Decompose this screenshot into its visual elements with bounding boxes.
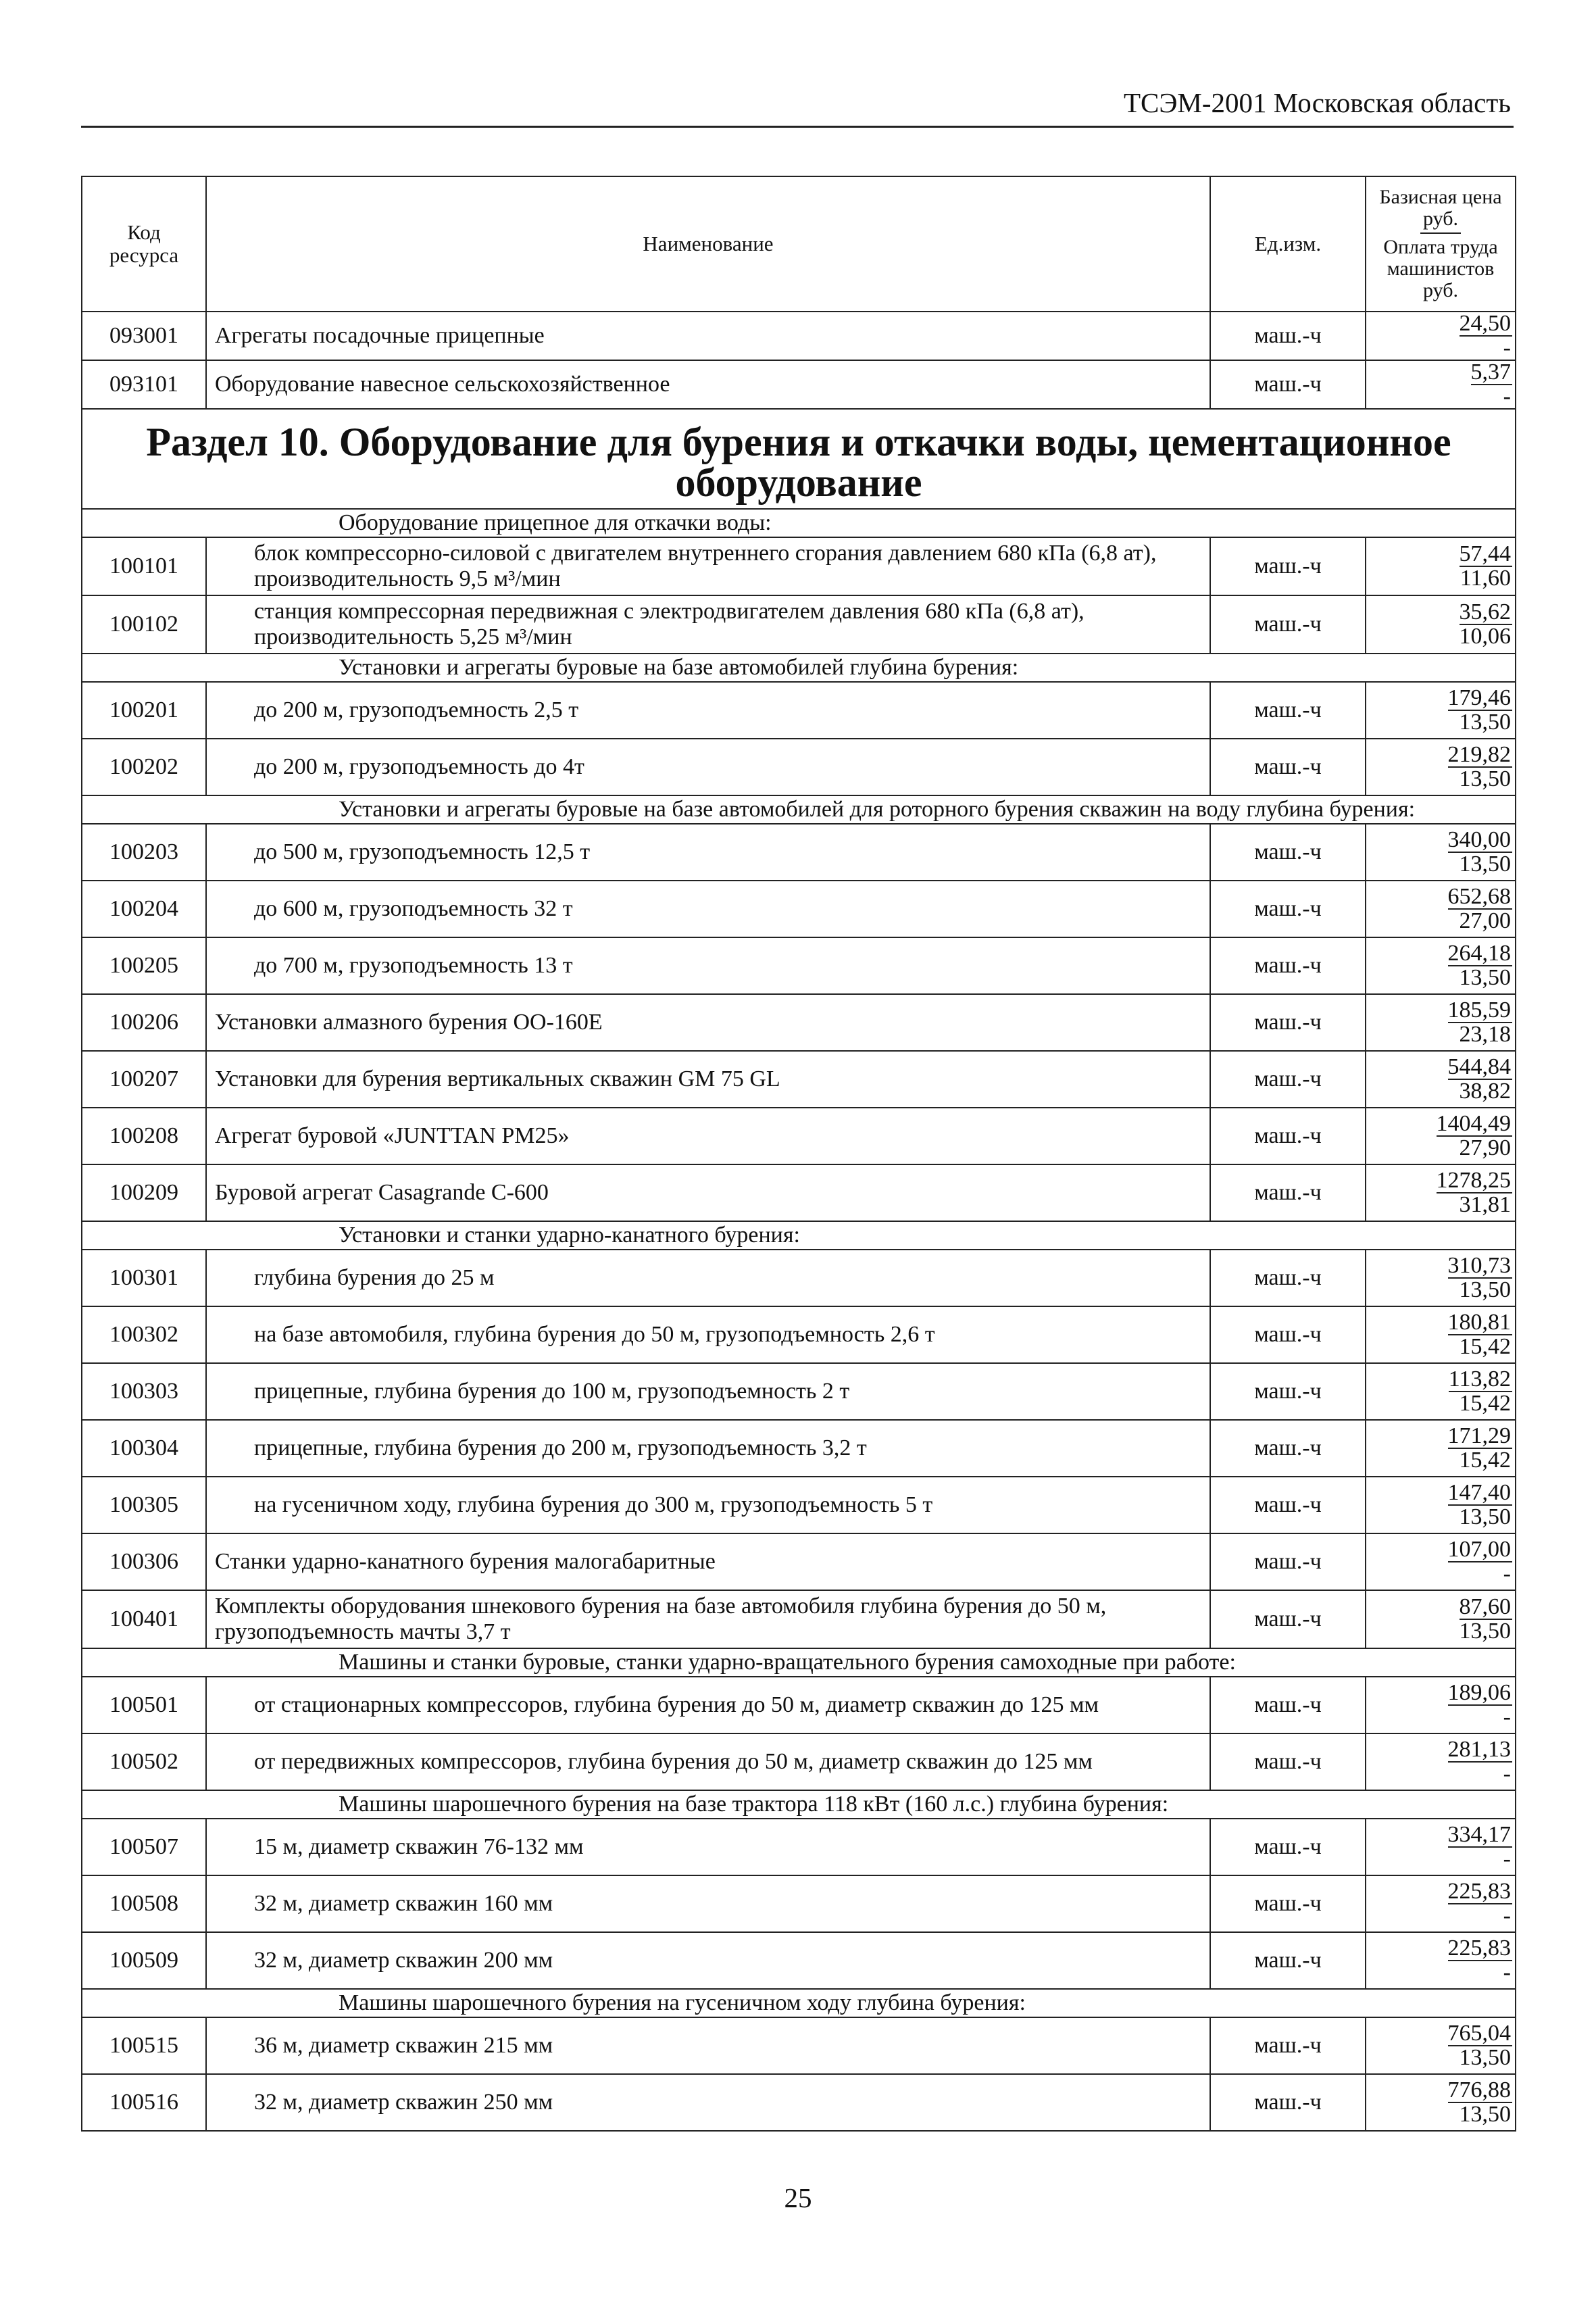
resource-name: глубина бурения до 25 м: [206, 1250, 1210, 1306]
resource-name: от стационарных компрессоров, глубина бурения до 50 м, диаметр скважин до 125 мм: [206, 1677, 1210, 1733]
base-price: 189,06: [1447, 1680, 1511, 1705]
unit-of-measure: маш.-ч: [1210, 1819, 1366, 1875]
price-cell: [1366, 1363, 1516, 1420]
table-row: [82, 1164, 1516, 1221]
unit-of-measure: маш.-ч: [1210, 2074, 1366, 2131]
table-row: [82, 1733, 1516, 1790]
base-price: 334,17: [1447, 1822, 1511, 1847]
operator-labor-cost: 13,50: [1459, 1619, 1511, 1644]
operator-labor-cost: 13,50: [1459, 766, 1511, 791]
operator-labor-cost: -: [1503, 1903, 1511, 1928]
table-row: [82, 2017, 1516, 2074]
price-cell: [1366, 1250, 1516, 1306]
table-row: [82, 2074, 1516, 2131]
unit-of-measure: маш.-ч: [1210, 1932, 1366, 1989]
unit-of-measure: маш.-ч: [1210, 1677, 1366, 1733]
unit-of-measure: маш.-ч: [1210, 1164, 1366, 1221]
resource-name: 32 м, диаметр скважин 250 мм: [206, 2074, 1210, 2131]
price-header-line4: руб.: [1423, 279, 1458, 301]
base-price: 57,44: [1459, 541, 1511, 566]
operator-labor-cost: -: [1503, 1704, 1511, 1729]
resource-name: до 200 м, грузоподъемность до 4т: [206, 739, 1210, 795]
unit-of-measure: маш.-ч: [1210, 937, 1366, 994]
unit-of-measure: маш.-ч: [1210, 1250, 1366, 1306]
base-price: 765,04: [1447, 2021, 1511, 2046]
resource-name: прицепные, глубина бурения до 200 м, грузоподъемность 3,2 т: [206, 1420, 1210, 1477]
table-row: [82, 537, 1516, 595]
price-cell: [1366, 1590, 1516, 1648]
group-label: Установки и станки ударно-канатного бурения:: [206, 1221, 1516, 1250]
resource-code: 093001: [82, 312, 206, 360]
price-cell: [1366, 682, 1516, 739]
unit-of-measure: маш.-ч: [1210, 739, 1366, 795]
unit-of-measure: маш.-ч: [1210, 1363, 1366, 1420]
unit-of-measure: маш.-ч: [1210, 595, 1366, 654]
price-header-line3: Оплата труда машинистов: [1383, 236, 1498, 280]
unit-of-measure: маш.-ч: [1210, 1051, 1366, 1108]
price-header-line1: Базисная цена: [1379, 186, 1502, 208]
resource-code: 100206: [82, 994, 206, 1051]
group-header-row: [82, 1989, 1516, 2017]
resource-name: станция компрессорная передвижная с электродвигателем давления 680 кПа (6,8 ат), производительность 5,25 м³/мин: [206, 595, 1210, 654]
group-header-row: [82, 509, 1516, 537]
price-cell: [1366, 312, 1516, 360]
operator-labor-cost: 15,42: [1459, 1334, 1511, 1359]
base-price: 544,84: [1447, 1054, 1511, 1079]
unit-of-measure: маш.-ч: [1210, 1420, 1366, 1477]
operator-labor-cost: 10,06: [1459, 624, 1511, 649]
unit-of-measure: маш.-ч: [1210, 360, 1366, 409]
table-row: [82, 739, 1516, 795]
group-code-empty: [82, 1221, 206, 1250]
group-code-empty: [82, 795, 206, 824]
operator-labor-cost: 13,50: [1459, 2045, 1511, 2070]
resource-name: до 200 м, грузоподъемность 2,5 т: [206, 682, 1210, 739]
resource-name: Буровой агрегат Casagrande C-600: [206, 1164, 1210, 1221]
base-price: 185,59: [1447, 998, 1511, 1023]
resource-code: 100209: [82, 1164, 206, 1221]
group-label: Установки и агрегаты буровые на базе автомобилей глубина бурения:: [206, 654, 1516, 682]
resource-code: 100101: [82, 537, 206, 595]
column-header-price: [1366, 176, 1516, 312]
price-cell: [1366, 739, 1516, 795]
base-price: 179,46: [1447, 685, 1511, 710]
resource-code: 100203: [82, 824, 206, 881]
operator-labor-cost: -: [1503, 335, 1511, 360]
resource-name: блок компрессорно-силовой с двигателем внутреннего сгорания давлением 680 кПа (6,8 ат), производительность 9,5 м³/мин: [206, 537, 1210, 595]
table-row: [82, 994, 1516, 1051]
table-row: [82, 1677, 1516, 1733]
resource-code: 100515: [82, 2017, 206, 2074]
resource-name: Установки алмазного бурения ОО-160Е: [206, 994, 1210, 1051]
operator-labor-cost: -: [1503, 384, 1511, 409]
resource-name: прицепные, глубина бурения до 100 м, грузоподъемность 2 т: [206, 1363, 1210, 1420]
resource-code: 100305: [82, 1477, 206, 1533]
resource-code: 100102: [82, 595, 206, 654]
operator-labor-cost: 23,18: [1459, 1022, 1511, 1047]
resource-code: 100502: [82, 1733, 206, 1790]
table-row: [82, 1420, 1516, 1477]
base-price: 35,62: [1459, 599, 1511, 624]
section-row: [82, 409, 1516, 509]
resource-code: 100302: [82, 1306, 206, 1363]
operator-labor-cost: 13,50: [1459, 852, 1511, 877]
base-price: 1404,49: [1436, 1111, 1511, 1136]
base-price: 264,18: [1447, 941, 1511, 966]
table-row: [82, 595, 1516, 654]
resource-code: 100304: [82, 1420, 206, 1477]
price-header-separator: [1420, 232, 1461, 234]
section-title: Раздел 10. Оборудование для бурения и откачки воды, цементационное оборудование: [82, 409, 1516, 509]
base-price: 219,82: [1447, 742, 1511, 767]
resource-code: 100501: [82, 1677, 206, 1733]
price-cell: [1366, 537, 1516, 595]
resource-name: Установки для бурения вертикальных скважин GM 75 GL: [206, 1051, 1210, 1108]
group-header-row: [82, 795, 1516, 824]
resource-name: на базе автомобиля, глубина бурения до 50 м, грузоподъемность 2,6 т: [206, 1306, 1210, 1363]
unit-of-measure: маш.-ч: [1210, 312, 1366, 360]
price-cell: [1366, 937, 1516, 994]
unit-of-measure: маш.-ч: [1210, 824, 1366, 881]
base-price: 24,50: [1459, 311, 1511, 336]
page-header-title: ТСЭМ-2001 Московская область: [1123, 87, 1511, 118]
price-cell: [1366, 1533, 1516, 1590]
price-cell: [1366, 2074, 1516, 2131]
group-label: Машины шарошечного бурения на базе трактора 118 кВт (160 л.с.) глубина бурения:: [206, 1790, 1516, 1819]
base-price: 652,68: [1447, 884, 1511, 909]
resource-code: 093101: [82, 360, 206, 409]
price-header-line2: руб.: [1423, 207, 1458, 230]
table-row: [82, 1363, 1516, 1420]
group-label: Машины шарошечного бурения на гусеничном ходу глубина бурения:: [206, 1989, 1516, 2017]
unit-of-measure: маш.-ч: [1210, 682, 1366, 739]
table-row: [82, 1306, 1516, 1363]
operator-labor-cost: 13,50: [1459, 710, 1511, 735]
group-code-empty: [82, 509, 206, 537]
operator-labor-cost: -: [1503, 1761, 1511, 1786]
resource-name: на гусеничном ходу, глубина бурения до 300 м, грузоподъемность 5 т: [206, 1477, 1210, 1533]
table-row: [82, 1051, 1516, 1108]
operator-labor-cost: 38,82: [1459, 1079, 1511, 1104]
price-cell: [1366, 1932, 1516, 1989]
resource-name: 32 м, диаметр скважин 200 мм: [206, 1932, 1210, 1989]
table-row: [82, 1108, 1516, 1164]
base-price: 310,73: [1447, 1253, 1511, 1278]
group-label: Машины и станки буровые, станки ударно-вращательного бурения самоходные при работе:: [206, 1648, 1516, 1677]
operator-labor-cost: 27,90: [1459, 1135, 1511, 1160]
base-price: 1278,25: [1436, 1168, 1511, 1193]
price-cell: [1366, 1420, 1516, 1477]
resource-code: 100516: [82, 2074, 206, 2131]
resource-name: от передвижных компрессоров, глубина бурения до 50 м, диаметр скважин до 125 мм: [206, 1733, 1210, 1790]
base-price: 171,29: [1447, 1423, 1511, 1448]
unit-of-measure: маш.-ч: [1210, 1533, 1366, 1590]
unit-of-measure: маш.-ч: [1210, 1108, 1366, 1164]
group-code-empty: [82, 1790, 206, 1819]
table-row: [82, 937, 1516, 994]
resource-code: 100202: [82, 739, 206, 795]
base-price: 147,40: [1447, 1480, 1511, 1505]
group-label: Установки и агрегаты буровые на базе автомобилей для роторного бурения скважин на воду глубина бурения:: [206, 795, 1516, 824]
price-cell: [1366, 2017, 1516, 2074]
price-cell: [1366, 1677, 1516, 1733]
table-row: [82, 312, 1516, 360]
base-price: 87,60: [1459, 1594, 1511, 1619]
resource-code: 100201: [82, 682, 206, 739]
unit-of-measure: маш.-ч: [1210, 1875, 1366, 1932]
page-number: 25: [784, 2182, 812, 2213]
price-cell: [1366, 994, 1516, 1051]
column-header-unit: Ед.изм.: [1210, 176, 1366, 312]
unit-of-measure: маш.-ч: [1210, 1477, 1366, 1533]
price-cell: [1366, 1875, 1516, 1932]
operator-labor-cost: 15,42: [1459, 1448, 1511, 1473]
resource-name: до 500 м, грузоподъемность 12,5 т: [206, 824, 1210, 881]
resource-name: Агрегат буровой «JUNTTAN PM25»: [206, 1108, 1210, 1164]
column-header-code: Код ресурса: [82, 176, 206, 312]
operator-labor-cost: 13,50: [1459, 1504, 1511, 1529]
operator-labor-cost: -: [1503, 1960, 1511, 1985]
group-code-empty: [82, 1989, 206, 2017]
table-row: [82, 682, 1516, 739]
column-header-name: Наименование: [206, 176, 1210, 312]
resource-name: Оборудование навесное сельскохозяйственное: [206, 360, 1210, 409]
base-price: 5,37: [1470, 360, 1511, 385]
base-price: 340,00: [1447, 827, 1511, 852]
resource-name: 15 м, диаметр скважин 76-132 мм: [206, 1819, 1210, 1875]
price-cell: [1366, 595, 1516, 654]
resource-name: Комплекты оборудования шнекового бурения на базе автомобиля глубина бурения до 50 м, грузоподъемность мачты 3,7 т: [206, 1590, 1210, 1648]
table-row: [82, 1533, 1516, 1590]
table-row: [82, 1875, 1516, 1932]
resource-code: 100401: [82, 1590, 206, 1648]
price-cell: [1366, 1819, 1516, 1875]
resource-name: 32 м, диаметр скважин 160 мм: [206, 1875, 1210, 1932]
price-cell: [1366, 1051, 1516, 1108]
resource-name: до 700 м, грузоподъемность 13 т: [206, 937, 1210, 994]
resource-name: Станки ударно-канатного бурения малогабаритные: [206, 1533, 1210, 1590]
unit-of-measure: маш.-ч: [1210, 1590, 1366, 1648]
operator-labor-cost: 13,50: [1459, 1277, 1511, 1302]
group-header-row: [82, 1790, 1516, 1819]
price-cell: [1366, 1164, 1516, 1221]
price-cell: [1366, 1108, 1516, 1164]
operator-labor-cost: 13,50: [1459, 965, 1511, 990]
resource-code: 100208: [82, 1108, 206, 1164]
unit-of-measure: маш.-ч: [1210, 537, 1366, 595]
group-header-row: [82, 1221, 1516, 1250]
base-price: 113,82: [1448, 1367, 1511, 1392]
base-price: 281,13: [1447, 1737, 1511, 1762]
resource-code: 100509: [82, 1932, 206, 1989]
resource-code: 100207: [82, 1051, 206, 1108]
unit-of-measure: маш.-ч: [1210, 994, 1366, 1051]
resource-code: 100301: [82, 1250, 206, 1306]
group-header-row: [82, 654, 1516, 682]
operator-labor-cost: -: [1503, 1561, 1511, 1586]
table-row: [82, 360, 1516, 409]
group-code-empty: [82, 654, 206, 682]
price-cell: [1366, 1733, 1516, 1790]
operator-labor-cost: -: [1503, 1846, 1511, 1871]
base-price: 180,81: [1447, 1310, 1511, 1335]
group-label: Оборудование прицепное для откачки воды:: [206, 509, 1516, 537]
header-divider: [81, 126, 1514, 128]
operator-labor-cost: 15,42: [1459, 1391, 1511, 1416]
table-row: [82, 881, 1516, 937]
operator-labor-cost: 13,50: [1459, 2102, 1511, 2127]
table-row: [82, 1250, 1516, 1306]
table-row: [82, 1477, 1516, 1533]
table-row: [82, 1819, 1516, 1875]
group-code-empty: [82, 1648, 206, 1677]
unit-of-measure: маш.-ч: [1210, 881, 1366, 937]
unit-of-measure: маш.-ч: [1210, 1306, 1366, 1363]
resource-name: 36 м, диаметр скважин 215 мм: [206, 2017, 1210, 2074]
table-row: [82, 824, 1516, 881]
table-body: [82, 312, 1516, 2131]
price-cell: [1366, 1477, 1516, 1533]
unit-of-measure: маш.-ч: [1210, 2017, 1366, 2074]
operator-labor-cost: 27,00: [1459, 908, 1511, 933]
base-price: 776,88: [1447, 2077, 1511, 2102]
price-cell: [1366, 360, 1516, 409]
resource-price-table: [81, 176, 1516, 2132]
resource-code: 100204: [82, 881, 206, 937]
table-row: [82, 1590, 1516, 1648]
operator-labor-cost: 31,81: [1459, 1192, 1511, 1217]
operator-labor-cost: 11,60: [1460, 566, 1511, 591]
base-price: 225,83: [1447, 1936, 1511, 1961]
group-header-row: [82, 1648, 1516, 1677]
unit-of-measure: маш.-ч: [1210, 1733, 1366, 1790]
resource-name: Агрегаты посадочные прицепные: [206, 312, 1210, 360]
price-cell: [1366, 881, 1516, 937]
resource-code: 100507: [82, 1819, 206, 1875]
resource-name: до 600 м, грузоподъемность 32 т: [206, 881, 1210, 937]
price-cell: [1366, 824, 1516, 881]
resource-code: 100306: [82, 1533, 206, 1590]
resource-code: 100205: [82, 937, 206, 994]
resource-code: 100508: [82, 1875, 206, 1932]
base-price: 225,83: [1447, 1879, 1511, 1904]
table-header: [82, 176, 1516, 312]
resource-code: 100303: [82, 1363, 206, 1420]
price-cell: [1366, 1306, 1516, 1363]
table-row: [82, 1932, 1516, 1989]
base-price: 107,00: [1447, 1537, 1511, 1562]
